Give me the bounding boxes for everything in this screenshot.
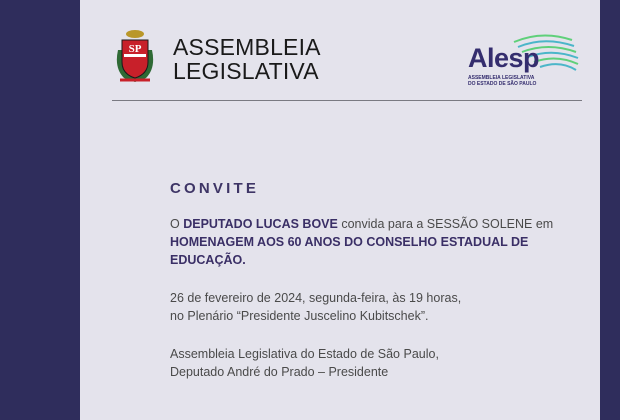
invite-title: CONVITE	[170, 180, 260, 197]
alesp-subtitle	[468, 75, 536, 87]
p1-text-c: convida para a SESSÃO SOLENE em	[337, 217, 554, 231]
alesp-wordmark: Alesp	[468, 43, 540, 73]
alesp-subtitle-line-1: ASSEMBLEIA LEGISLATIVA	[468, 75, 535, 81]
p1-homage: HOMENAGEM AOS 60 ANOS DO CONSELHO ESTADUAL DE EDUCAÇÃO.	[170, 235, 529, 267]
invite-paragraph-3	[170, 345, 570, 381]
p2-date: 26 de fevereiro de 2024, segunda-feira, às 19 horas,	[170, 291, 462, 305]
invite-paragraph-1	[170, 215, 570, 269]
right-band	[600, 0, 620, 420]
p1-deputy-name: DEPUTADO LUCAS BOVE	[183, 217, 338, 231]
p3-institution: Assembleia Legislativa do Estado de São Paulo,	[170, 347, 439, 361]
invite-paragraph-2	[170, 289, 570, 325]
p3-president: Deputado André do Prado – Presidente	[170, 365, 389, 379]
p1-text-a: O	[170, 217, 184, 231]
invitation-card	[80, 0, 600, 420]
invitation-content	[170, 180, 570, 401]
alesp-subtitle-line-2: DO ESTADO DE SÃO PAULO	[468, 81, 537, 87]
left-band	[0, 0, 80, 420]
header	[80, 0, 600, 110]
assembleia-legislativa-logotype	[173, 35, 321, 83]
svg-text:SP: SP	[128, 43, 142, 55]
logotype-line-1: ASSEMBLEIA	[173, 34, 321, 60]
logotype-line-2: LEGISLATIVA	[173, 58, 319, 84]
header-divider	[112, 100, 582, 101]
p2-venue: no Plenário “Presidente Juscelino Kubitschek”.	[170, 309, 429, 323]
sao-paulo-seal-icon	[110, 28, 160, 84]
